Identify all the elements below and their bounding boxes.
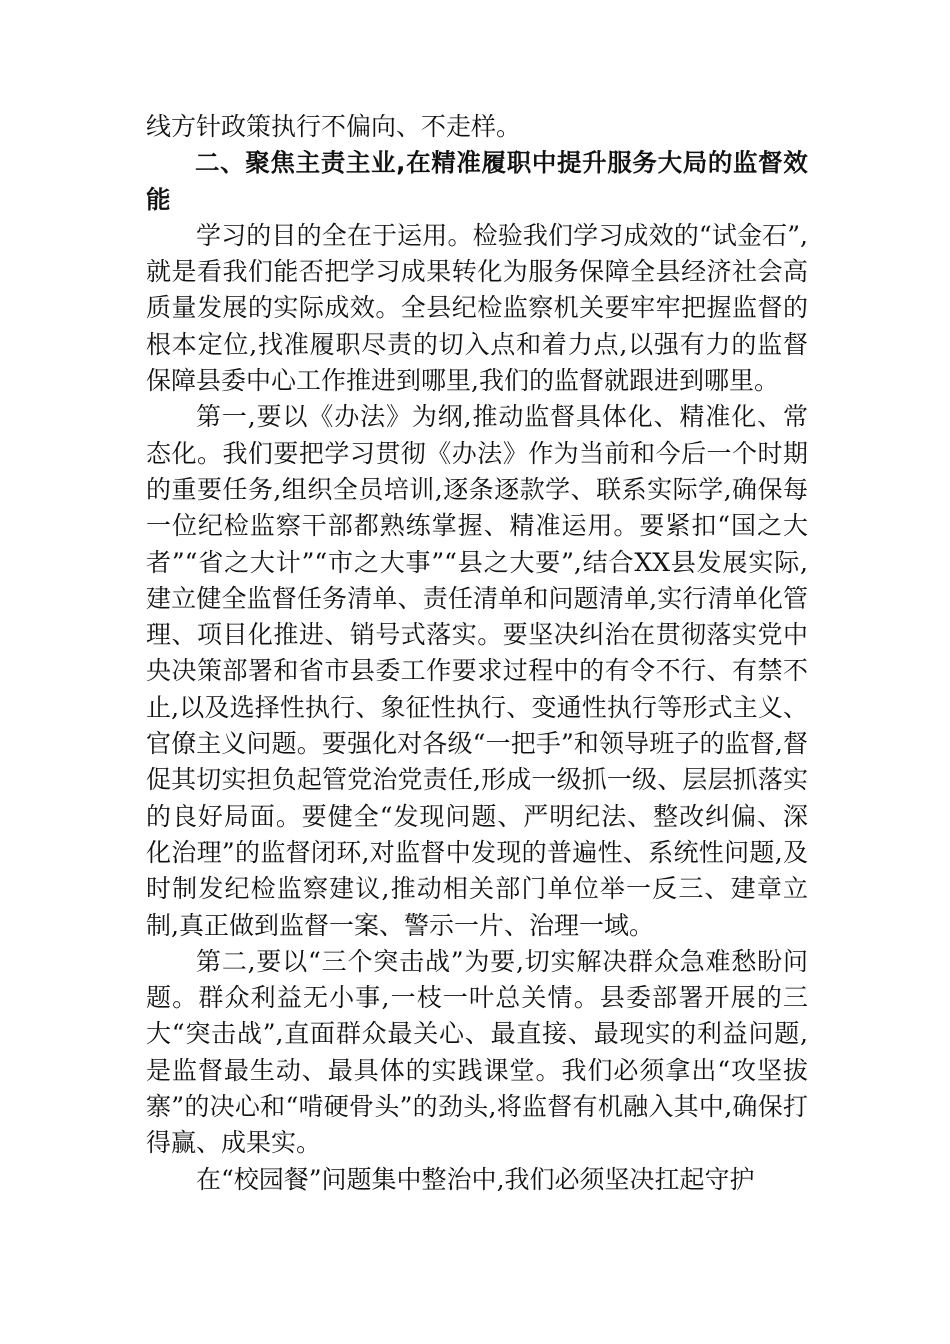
paragraph-campus-meals: 在“校园餐”问题集中整治中,我们必须坚决扛起守护 [196,1164,755,1194]
section-heading: 二、聚焦主责主业,在精准履职中提升服务大局的监督效能 [146,148,808,214]
paragraph-second-point: 第二,要以“三个突击战”为要,切实解决群众急难愁盼问题。群众利益无小事,一枝一叶总关情。县委部署开展的三大“突击战”,直面群众最关心、最直接、最现实的利益问题,是监督最生动、最具体的实践课堂。我们必须拿出“攻坚拔寨”的决心和“啃硬骨头”的劲头,将监督有机融入其中,确保打得赢、成果实。 [146,946,808,1158]
paragraph-intro: 学习的目的全在于运用。检验我们学习成效的“试金石”,就是看我们能否把学习成果转化为服务保障全县经济社会高质量发展的实际成效。全县纪检监察机关要牢牢把握监督的根本定位,找准履职尽责的切入点和着力点,以强有力的监督保障县委中心工作推进到哪里,我们的监督就跟进到哪里。 [146,220,808,396]
paragraph-first-point: 第一,要以《办法》为纲,推动监督具体化、精准化、常态化。我们要把学习贯彻《办法》作为当前和今后一个时期的重要任务,组织全员培训,逐条逐款学、联系实际学,确保每一位纪检监察干部都熟练掌握、精准运用。要紧扣“国之大者”“省之大计”“市之大事”“县之大要”,结合XX县发展实际,建立健全监督任务清单、责任清单和问题清单,实行清单化管理、项目化推进、销号式落实。要坚决纠治在贯彻落实党中央决策部署和省市县委工作要求过程中的有令不行、有禁不止,以及选择性执行、象征性执行、变通性执行等形式主义、官僚主义问题。要强化对各级“一把手”和领导班子的监督,督促其切实担负起管党治党责任,形成一级抓一级、层层抓落实的良好局面。要健全“发现问题、严明纪法、整改纠偏、深化治理”的监督闭环,对监督中发现的普遍性、系统性问题,及时制发纪检监察建议,推动相关部门单位举一反三、建章立制,真正做到监督一案、警示一片、治理一域。 [146,402,808,940]
paragraph-continuation: 线方针政策执行不偏向、不走样。 [146,112,522,141]
document-body [146,109,808,1198]
